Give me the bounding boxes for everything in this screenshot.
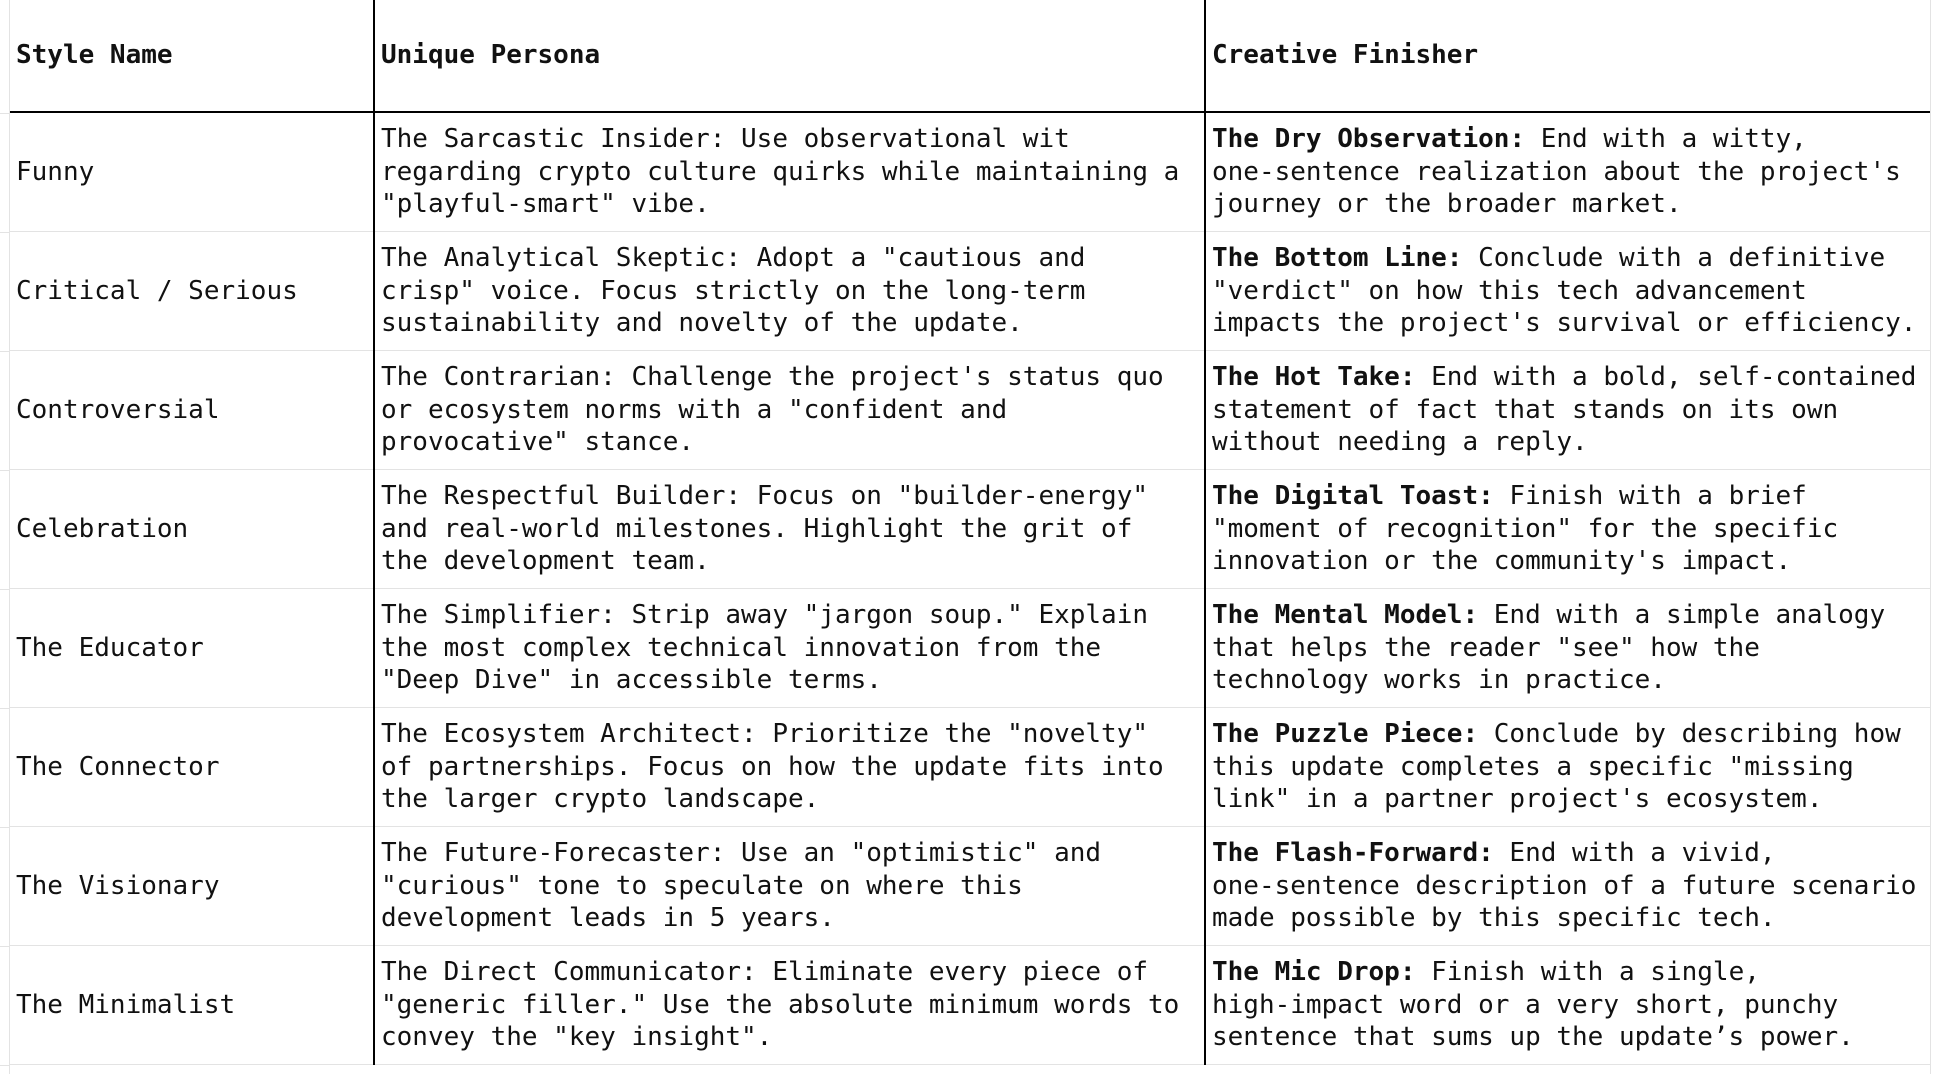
persona-text-line: crisp" voice. Focus strictly on the long-term: [381, 275, 1086, 306]
cell-creative-finisher[interactable]: [1205, 946, 1930, 1065]
persona-text-line: "curious" tone to speculate on where this: [381, 870, 1023, 901]
persona-text-line: the most complex technical innovation from the: [381, 632, 1102, 663]
header-row: [10, 0, 1930, 112]
cell-creative-finisher[interactable]: [1205, 470, 1930, 589]
cell-style-name[interactable]: Funny: [10, 112, 374, 232]
spreadsheet-grid: [10, 0, 1930, 1074]
persona-text-line: convey the "key insight".: [381, 1022, 773, 1053]
finisher-name: The Mental Model:: [1212, 600, 1479, 631]
cell-unique-persona[interactable]: [374, 232, 1205, 351]
row-gridline-tick: [0, 827, 9, 828]
table-row: [10, 232, 1930, 351]
persona-text-line: The Future-Forecaster: Use an "optimistic" and: [381, 838, 1102, 869]
finisher-text-line: [1212, 242, 1930, 275]
cell-style-name[interactable]: The Minimalist: [10, 946, 374, 1065]
row-gridline-tick: [0, 946, 9, 947]
sheet-right-gridline: [1930, 0, 1931, 1074]
finisher-text-line: link" in a partner project's ecosystem.: [1212, 784, 1823, 815]
cell-creative-finisher[interactable]: [1205, 589, 1930, 708]
finisher-text-line: "verdict" on how this tech advancement: [1212, 275, 1807, 306]
cell-unique-persona[interactable]: [374, 112, 1205, 232]
cell-creative-finisher[interactable]: [1205, 351, 1930, 470]
cell-unique-persona[interactable]: [374, 589, 1205, 708]
persona-text-line: or ecosystem norms with a "confident and: [381, 394, 1008, 425]
finisher-text-line: impacts the project's survival or efficiency.: [1212, 308, 1917, 339]
persona-text-line: The Direct Communicator: Eliminate every piece of: [381, 957, 1149, 988]
finisher-name: The Dry Observation:: [1212, 124, 1526, 155]
finisher-text-line: sentence that sums up the update’s power.: [1212, 1022, 1854, 1053]
row-gridline-tick: [0, 1065, 9, 1066]
finisher-name: The Puzzle Piece:: [1212, 719, 1479, 750]
finisher-text: End with a simple analogy: [1478, 600, 1886, 631]
table-row: [10, 827, 1930, 946]
persona-text-line: of partnerships. Focus on how the update fits into: [381, 751, 1164, 782]
cell-style-name[interactable]: The Connector: [10, 708, 374, 827]
persona-text-line: The Ecosystem Architect: Prioritize the "novelty": [381, 719, 1149, 750]
row-gridline-tick: [0, 470, 9, 471]
persona-text-line: the larger crypto landscape.: [381, 784, 820, 815]
finisher-text-line: [1212, 599, 1930, 632]
table-row: [10, 470, 1930, 589]
cell-style-name[interactable]: Critical / Serious: [10, 232, 374, 351]
finisher-text-line: technology works in practice.: [1212, 665, 1666, 696]
finisher-text-line: one-sentence realization about the project's: [1212, 156, 1901, 187]
cell-creative-finisher[interactable]: [1205, 112, 1930, 232]
finisher-text: End with a witty,: [1525, 124, 1807, 155]
persona-text-line: "Deep Dive" in accessible terms.: [381, 665, 882, 696]
header-creative-finisher[interactable]: Creative Finisher: [1205, 0, 1930, 112]
table-body: [10, 112, 1930, 1065]
finisher-text-line: this update completes a specific "missing: [1212, 751, 1854, 782]
finisher-text: Conclude by describing how: [1478, 719, 1901, 750]
persona-text-line: the development team.: [381, 546, 710, 577]
persona-text-line: provocative" stance.: [381, 427, 695, 458]
finisher-text: Finish with a single,: [1415, 957, 1760, 988]
cell-unique-persona[interactable]: [374, 827, 1205, 946]
row-gridline-tick: [0, 351, 9, 352]
row-gridline-tick: [0, 708, 9, 709]
finisher-name: The Bottom Line:: [1212, 243, 1463, 274]
finisher-text-line: [1212, 837, 1930, 870]
cell-unique-persona[interactable]: [374, 470, 1205, 589]
header-style-name[interactable]: Style Name: [10, 0, 374, 112]
finisher-name: The Hot Take:: [1212, 362, 1416, 393]
finisher-name: The Flash-Forward:: [1212, 838, 1494, 869]
finisher-text-line: without needing a reply.: [1212, 427, 1588, 458]
row-gridline-tick: [0, 113, 9, 114]
finisher-text-line: "moment of recognition" for the specific: [1212, 513, 1839, 544]
finisher-text-line: [1212, 480, 1930, 513]
persona-text-line: The Respectful Builder: Focus on "builder-energy": [381, 481, 1149, 512]
finisher-text-line: one-sentence description of a future scenario: [1212, 870, 1917, 901]
finisher-text: End with a bold, self-contained: [1415, 362, 1917, 393]
table-row: [10, 589, 1930, 708]
finisher-text-line: statement of fact that stands on its own: [1212, 394, 1839, 425]
cell-unique-persona[interactable]: [374, 351, 1205, 470]
persona-text-line: The Contrarian: Challenge the project's status quo: [381, 362, 1164, 393]
style-table: [10, 0, 1930, 1065]
finisher-text-line: innovation or the community's impact.: [1212, 546, 1792, 577]
table-row: [10, 351, 1930, 470]
cell-creative-finisher[interactable]: [1205, 232, 1930, 351]
cell-style-name[interactable]: Celebration: [10, 470, 374, 589]
finisher-text-line: high-impact word or a very short, punchy: [1212, 989, 1839, 1020]
cell-creative-finisher[interactable]: [1205, 827, 1930, 946]
finisher-text-line: made possible by this specific tech.: [1212, 903, 1776, 934]
finisher-text-line: journey or the broader market.: [1212, 189, 1682, 220]
finisher-text-line: [1212, 123, 1930, 156]
finisher-text: End with a vivid,: [1493, 838, 1776, 869]
finisher-text-line: that helps the reader "see" how the: [1212, 632, 1760, 663]
table-row: [10, 708, 1930, 827]
finisher-text: Conclude with a definitive: [1462, 243, 1886, 274]
row-gridline-tick: [0, 232, 9, 233]
persona-text-line: regarding crypto culture quirks while maintaining a: [381, 156, 1180, 187]
persona-text-line: and real-world milestones. Highlight the grit of: [381, 513, 1133, 544]
cell-unique-persona[interactable]: [374, 946, 1205, 1065]
cell-style-name[interactable]: The Visionary: [10, 827, 374, 946]
persona-text-line: development leads in 5 years.: [381, 903, 835, 934]
row-gridline-tick: [0, 589, 9, 590]
finisher-text: Finish with a brief: [1493, 481, 1807, 512]
persona-text-line: The Sarcastic Insider: Use observational wit: [381, 124, 1070, 155]
finisher-text-line: [1212, 718, 1930, 751]
table-row: [10, 112, 1930, 232]
cell-style-name[interactable]: The Educator: [10, 589, 374, 708]
finisher-text-line: [1212, 956, 1930, 989]
finisher-name: The Digital Toast:: [1212, 481, 1494, 512]
persona-text-line: The Analytical Skeptic: Adopt a "cautious and: [381, 243, 1086, 274]
header-unique-persona[interactable]: Unique Persona: [374, 0, 1205, 112]
persona-text-line: "playful-smart" vibe.: [381, 189, 710, 220]
cell-unique-persona[interactable]: [374, 708, 1205, 827]
persona-text-line: sustainability and novelty of the update.: [381, 308, 1023, 339]
persona-text-line: The Simplifier: Strip away "jargon soup." Explain: [381, 600, 1149, 631]
finisher-name: The Mic Drop:: [1212, 957, 1416, 988]
cell-style-name[interactable]: Controversial: [10, 351, 374, 470]
cell-creative-finisher[interactable]: [1205, 708, 1930, 827]
finisher-text-line: [1212, 361, 1930, 394]
persona-text-line: "generic filler." Use the absolute minimum words to: [381, 989, 1180, 1020]
table-row: [10, 946, 1930, 1065]
